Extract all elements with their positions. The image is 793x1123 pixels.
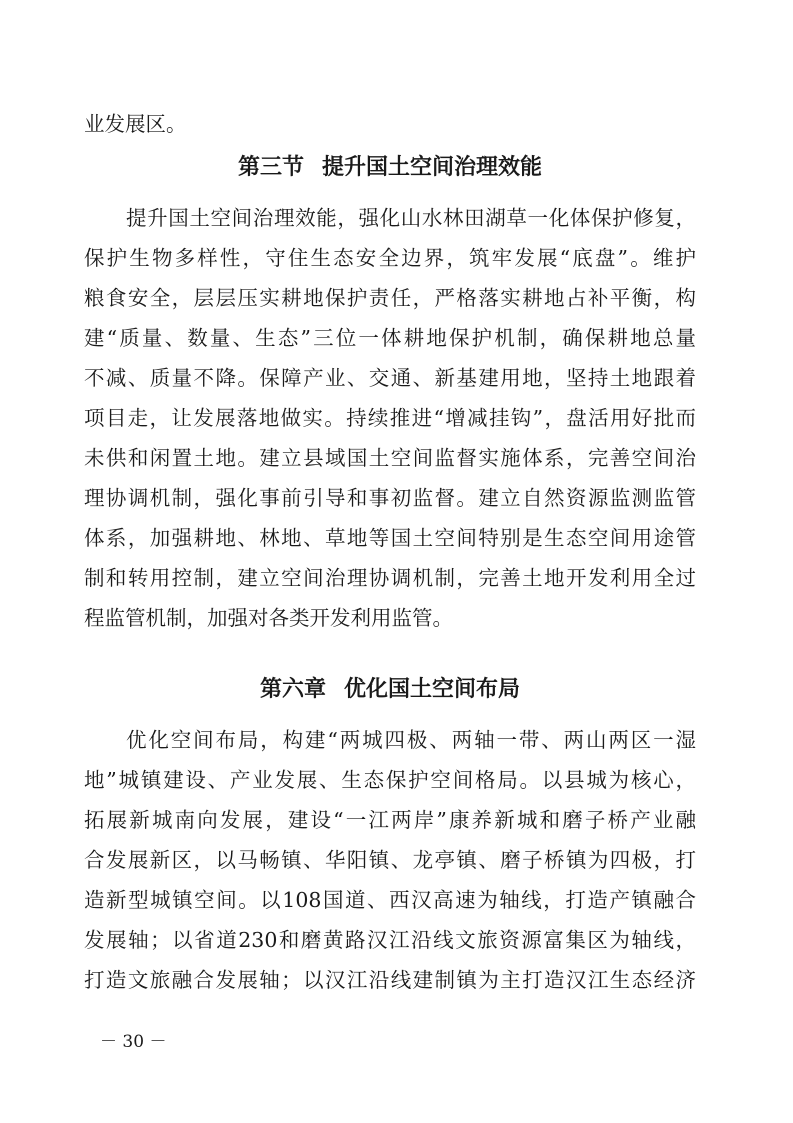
paragraph-line: 项目走，让发展落地做实。持续推进“增减挂钩”，盘活用好批而	[84, 406, 696, 430]
paragraph-line: 建“质量、数量、生态”三位一体耕地保护机制，确保耕地总量	[84, 326, 696, 350]
paragraph-line: 合发展新区，以马畅镇、华阳镇、龙亭镇、磨子桥镇为四极，打	[84, 848, 696, 872]
section-heading	[84, 148, 696, 188]
paragraph-line: 提升国土空间治理效能，强化山水林田湖草一化体保护修复，	[126, 206, 696, 230]
paragraph-line: 粮食安全，层层压实耕地保护责任，严格落实耕地占补平衡，构	[84, 286, 696, 310]
section-number: 第三节	[237, 155, 304, 180]
paragraph-line: 保护生物多样性，守住生态安全边界，筑牢发展“底盘”。维护	[84, 246, 696, 270]
paragraph-line: 未供和闲置土地。建立县域国土空间监督实施体系，完善空间治	[84, 446, 696, 470]
paragraph-line: 发展轴；以省道230和磨黄路汉江沿线文旅资源富集区为轴线，	[84, 928, 696, 952]
page-number: － 30 －	[100, 1032, 167, 1052]
paragraph-line: 地”城镇建设、产业发展、生态保护空间格局。以县城为核心，	[84, 768, 696, 792]
paragraph-line: 拓展新城南向发展，建设“一江两岸”康养新城和磨子桥产业融	[84, 808, 696, 832]
paragraph-line: 不减、质量不降。保障产业、交通、新基建用地，坚持土地跟着	[84, 366, 696, 390]
paragraph-line: 优化空间布局，构建“两城四极、两轴一带、两山两区一湿	[126, 728, 696, 752]
paragraph-line: 理协调机制，强化事前引导和事初监督。建立自然资源监测监管	[84, 486, 696, 510]
paragraph-line: 打造文旅融合发展轴；以汉江沿线建制镇为主打造汉江生态经济	[84, 968, 696, 992]
chapter-title: 优化国土空间布局	[344, 677, 521, 702]
paragraph-line: 制和转用控制，建立空间治理协调机制，完善土地开发利用全过	[84, 566, 696, 590]
paragraph-line: 造新型城镇空间。以108国道、西汉高速为轴线，打造产镇融合	[84, 888, 696, 912]
section-title: 提升国土空间治理效能	[322, 155, 543, 180]
paragraph-line: 程监管机制，加强对各类开发利用监管。	[84, 606, 453, 630]
chapter-number: 第六章	[259, 677, 326, 702]
intro-line: 业发展区。	[84, 112, 187, 136]
chapter-heading	[84, 670, 696, 710]
paragraph-line: 体系，加强耕地、林地、草地等国土空间特别是生态空间用途管	[84, 526, 696, 550]
